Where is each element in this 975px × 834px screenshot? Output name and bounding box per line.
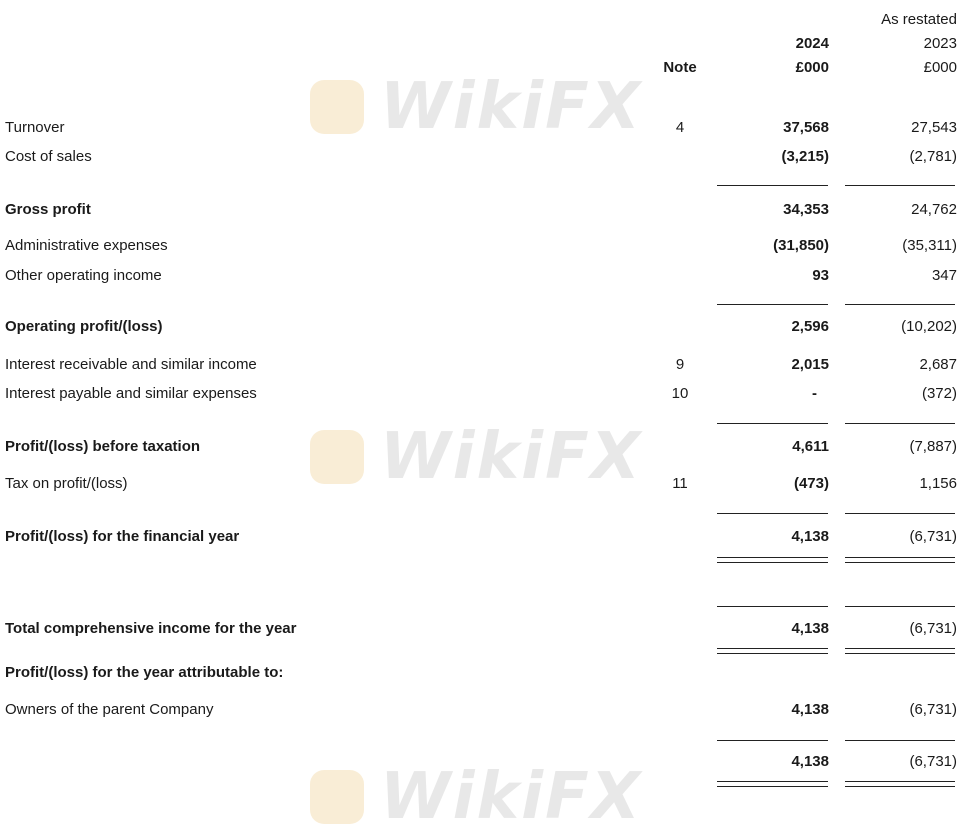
row-label-gross-profit: Gross profit — [5, 201, 91, 218]
year-prior: 2023 — [923, 35, 957, 52]
row-prior-tax: 1,156 — [919, 475, 957, 492]
total-double-rule — [717, 648, 828, 654]
unit-current: £000 — [795, 59, 829, 76]
watermark-text: WikiFX — [380, 760, 643, 834]
row-prior-operating-profit: (10,202) — [901, 318, 957, 335]
subtotal-rule — [845, 185, 955, 186]
row-current-operating-profit: 2,596 — [791, 318, 829, 335]
row-prior-admin-expenses: (35,311) — [902, 237, 957, 254]
row-current-profit-before-tax: 4,611 — [792, 438, 829, 455]
watermark-logo-icon — [310, 80, 364, 134]
row-current-tax: (473) — [793, 475, 829, 492]
row-prior-interest-receivable: 2,687 — [919, 356, 957, 373]
subtotal-rule — [845, 304, 955, 305]
total-double-rule — [845, 557, 955, 563]
row-label-total-comprehensive: Total comprehensive income for the year — [5, 620, 297, 637]
watermark — [310, 420, 642, 494]
watermark-text: WikiFX — [380, 420, 643, 494]
row-prior-other-income: 347 — [931, 267, 957, 284]
watermark-logo-icon — [310, 770, 364, 824]
row-current-owners-parent: 4,138 — [791, 701, 829, 718]
unit-prior: £000 — [923, 59, 957, 76]
row-label-tax: Tax on profit/(loss) — [5, 475, 128, 492]
row-note-interest-receivable: 9 — [675, 356, 685, 373]
final-prior-total: (6,731) — [909, 753, 957, 770]
row-prior-total-comprehensive: (6,731) — [909, 620, 957, 637]
row-prior-gross-profit: 24,762 — [911, 201, 957, 218]
row-label-interest-receivable: Interest receivable and similar income — [5, 356, 257, 373]
row-prior-profit-for-year: (6,731) — [909, 528, 957, 545]
subtotal-rule — [845, 606, 955, 607]
total-double-rule — [845, 781, 955, 787]
watermark-text: WikiFX — [380, 70, 643, 144]
row-label-profit-before-tax: Profit/(loss) before taxation — [5, 438, 201, 455]
subtotal-rule — [717, 606, 828, 607]
row-current-profit-for-year: 4,138 — [791, 528, 829, 545]
subtotal-rule — [717, 185, 828, 186]
subtotal-rule — [717, 423, 828, 424]
row-current-interest-payable: - — [812, 385, 817, 402]
row-prior-interest-payable: (372) — [921, 385, 957, 402]
final-current-total: 4,138 — [791, 753, 829, 770]
note-heading: Note — [663, 59, 697, 76]
row-current-gross-profit: 34,353 — [783, 201, 829, 218]
row-label-admin-expenses: Administrative expenses — [5, 237, 168, 254]
row-prior-owners-parent: (6,731) — [909, 701, 957, 718]
row-current-other-income: 93 — [812, 267, 829, 284]
row-label-cost-of-sales: Cost of sales — [5, 148, 92, 165]
total-double-rule — [717, 781, 828, 787]
watermark-logo-icon — [310, 430, 364, 484]
row-note-interest-payable: 10 — [671, 385, 689, 402]
row-prior-turnover: 27,543 — [911, 119, 957, 136]
row-prior-profit-before-tax: (7,887) — [909, 438, 957, 455]
subtotal-rule — [717, 513, 828, 514]
row-prior-cost-of-sales: (2,781) — [909, 148, 957, 165]
row-current-admin-expenses: (31,850) — [773, 237, 829, 254]
subtotal-rule — [717, 740, 828, 741]
total-double-rule — [845, 648, 955, 654]
row-current-total-comprehensive: 4,138 — [791, 620, 829, 637]
watermark — [310, 760, 642, 834]
row-note-turnover: 4 — [675, 119, 685, 136]
row-label-interest-payable: Interest payable and similar expenses — [5, 385, 257, 402]
row-label-turnover: Turnover — [5, 119, 65, 136]
attributable-heading: Profit/(loss) for the year attributable to: — [5, 664, 284, 681]
row-current-interest-receivable: 2,015 — [791, 356, 829, 373]
row-label-other-income: Other operating income — [5, 267, 162, 284]
row-current-turnover: 37,568 — [783, 119, 829, 136]
total-double-rule — [717, 557, 828, 563]
row-label-profit-for-year: Profit/(loss) for the financial year — [5, 528, 240, 545]
row-current-cost-of-sales: (3,215) — [781, 148, 829, 165]
subtotal-rule — [717, 304, 828, 305]
year-current: 2024 — [795, 35, 829, 52]
subtotal-rule — [845, 740, 955, 741]
row-note-tax: 11 — [672, 475, 688, 492]
subtotal-rule — [845, 513, 955, 514]
row-label-operating-profit: Operating profit/(loss) — [5, 318, 163, 335]
watermark — [310, 70, 642, 144]
subtotal-rule — [845, 423, 955, 424]
restated-heading: As restated — [881, 11, 957, 28]
row-label-owners-parent: Owners of the parent Company — [5, 701, 214, 718]
